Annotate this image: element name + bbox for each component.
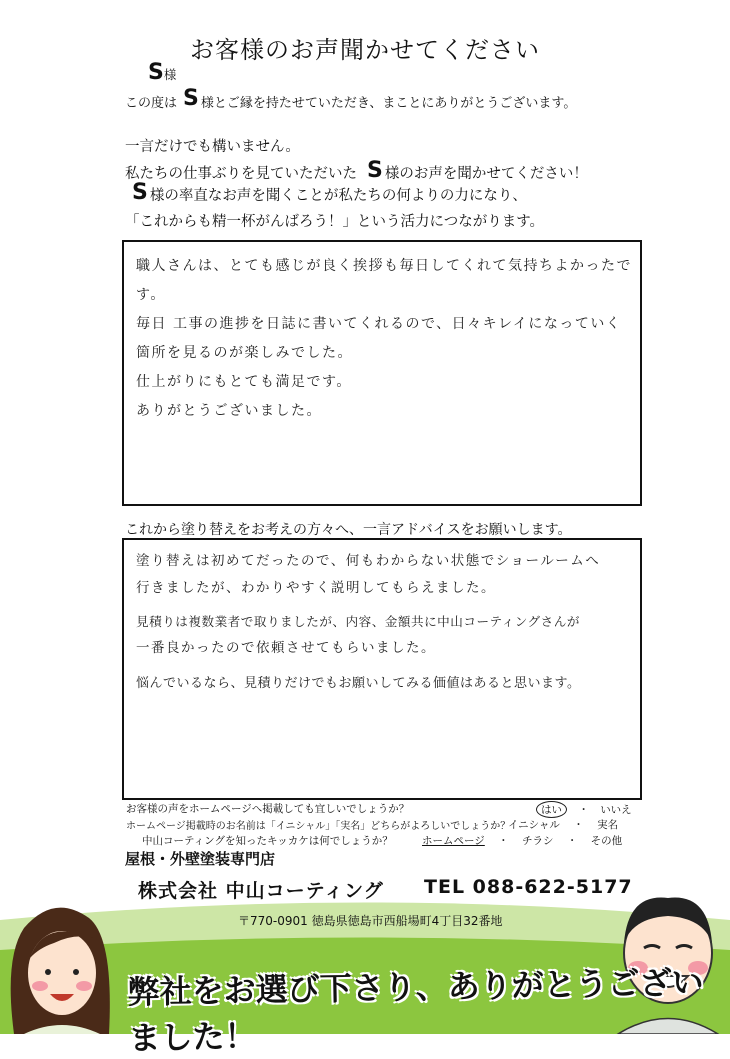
separator: ・ bbox=[498, 835, 509, 847]
customer-initial: S bbox=[183, 86, 199, 111]
survey-q3: 中山コーティングを知ったキッカケは何でしょうか？ bbox=[142, 835, 393, 847]
answer-homepage: ホームページ bbox=[422, 835, 485, 847]
advice-heading: これから塗り替えをお考えの方々へ、一言アドバイスをお願いします。 bbox=[125, 522, 572, 538]
customer-initial: S bbox=[132, 180, 148, 205]
page-title: お客様のお声聞かせてください bbox=[190, 36, 540, 64]
answer-realname: 実名 bbox=[597, 819, 619, 831]
separator: ・ bbox=[573, 819, 584, 831]
survey-q3-answers bbox=[422, 833, 622, 848]
answer-no: いいえ bbox=[600, 804, 632, 816]
customer-name-label bbox=[148, 60, 176, 85]
advice-line: 悩んでいるなら、見積りだけでもお願いしてみる価値はあると思います。 bbox=[136, 676, 581, 691]
customer-initial: S bbox=[148, 60, 164, 85]
voice-line: 毎日 工事の進捗を日誌に書いてくれるので、日々キレイになっていく bbox=[136, 316, 622, 332]
company-tel: TEL 088-622-5177 bbox=[424, 876, 633, 898]
separator: ・ bbox=[566, 835, 578, 847]
voice-text bbox=[136, 252, 640, 426]
intro-line-4: 「これからも精一杯がんばろう！」という活力につながります。 bbox=[125, 214, 545, 230]
thanks-banner: 弊社をお選び下さり、ありがとうございました！ bbox=[127, 963, 704, 1058]
answer-initial: イニシャル bbox=[508, 819, 560, 831]
company-name: 株式会社 中山コーティング bbox=[138, 880, 384, 902]
shop-type: 屋根・外壁塗装専門店 bbox=[125, 850, 276, 868]
sama-label: 様 bbox=[163, 67, 177, 82]
answer-flyer: チラシ bbox=[521, 835, 554, 847]
separator: ・ bbox=[578, 804, 589, 816]
survey-q2: ホームページ掲載時のお名前は「イニシャル」「実名」どちらがよろしいでしょうか？ bbox=[126, 821, 511, 832]
voice-line: 箇所を見るのが楽しみでした。 bbox=[136, 345, 353, 361]
advice-line: 見積りは複数業者で取りましたが、内容、金額共に中山コーティングさんが bbox=[136, 614, 580, 629]
intro-line-2-pre: 私たちの仕事ぶりを見ていただいた bbox=[125, 166, 357, 182]
voice-box bbox=[122, 240, 642, 506]
answer-yes: はい bbox=[536, 801, 567, 818]
voice-line: 仕上がりにもとても満足です。 bbox=[136, 374, 352, 390]
customer-initial: S bbox=[367, 158, 383, 183]
survey-q1-answers bbox=[536, 801, 646, 818]
thanks-pre: この度は bbox=[125, 96, 178, 111]
advice-text bbox=[136, 548, 600, 697]
thanks-post: 様とご縁を持たせていただき、まことにありがとうございます。 bbox=[200, 96, 577, 111]
answer-other: その他 bbox=[590, 835, 623, 847]
survey-q1: お客様の声をホームページへ掲載しても宜しいでしょうか？ bbox=[126, 803, 410, 815]
intro-line-3-post: 様の率直なお声を聞くことが私たちの何よりの力になり、 bbox=[149, 188, 527, 204]
staff-woman-illustration bbox=[4, 898, 122, 1034]
survey-q2-answers bbox=[508, 817, 618, 832]
voice-line: 職人さんは、とても感じが良く挨拶も毎日してくれて気持ちよかったです。 bbox=[136, 258, 632, 303]
advice-line: 行きましたが、わかりやすく説明してもらえました。 bbox=[136, 580, 496, 596]
advice-line: 塗り替えは初めてだったので、何もわからない状態でショールームへ bbox=[136, 553, 601, 569]
thanks-line bbox=[125, 86, 576, 111]
intro-line-1: 一言だけでも構いません。 bbox=[125, 139, 300, 155]
advice-line: 一番良かったので依頼させてもらいました。 bbox=[136, 640, 436, 656]
advice-box bbox=[122, 538, 642, 800]
voice-line: ありがとうございました。 bbox=[136, 403, 322, 419]
intro-line-3 bbox=[132, 180, 527, 205]
company-address: 〒770-0901 徳島県徳島市西船場町4丁目32番地 bbox=[238, 914, 503, 928]
intro-line-2-post: 様のお声を聞かせてください！ bbox=[384, 166, 588, 182]
